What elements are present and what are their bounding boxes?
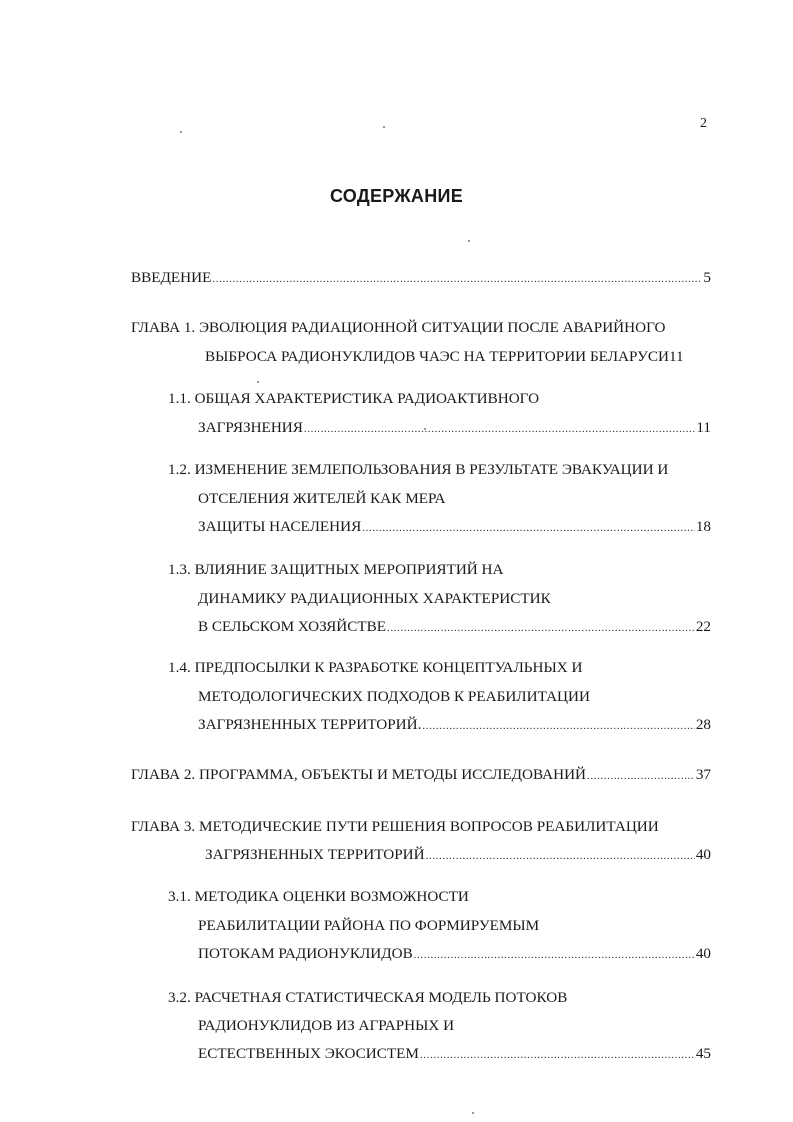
toc-page-number: 45 xyxy=(695,1045,711,1062)
toc-entry-chapter-3[interactable] xyxy=(205,845,711,866)
dot-leader xyxy=(362,518,695,538)
dot-leader xyxy=(587,766,695,786)
toc-entry-section-1-4-line-2[interactable]: МЕТОДОЛОГИЧЕСКИХ ПОДХОДОВ К РЕАБИЛИТАЦИИ xyxy=(198,688,590,705)
scan-speck xyxy=(383,126,385,128)
toc-entry-text: ВЫБРОСА РАДИОНУКЛИДОВ ЧАЭС НА ТЕРРИТОРИИ БЕЛАРУСИ xyxy=(205,348,669,365)
scan-speck xyxy=(180,131,182,133)
dot-leader xyxy=(212,269,702,289)
toc-entry-section-1-3-line-1[interactable]: 1.3. ВЛИЯНИЕ ЗАЩИТНЫХ МЕРОПРИЯТИЙ НА xyxy=(168,561,504,578)
toc-entry-section-3-1-line-1[interactable]: 3.1. МЕТОДИКА ОЦЕНКИ ВОЗМОЖНОСТИ xyxy=(168,888,469,905)
toc-entry-section-1-1-line-1[interactable]: 1.1. ОБЩАЯ ХАРАКТЕРИСТИКА РАДИОАКТИВНОГО xyxy=(168,390,540,407)
toc-entry-section-1-4[interactable] xyxy=(198,715,711,736)
dot-leader xyxy=(422,716,694,736)
toc-entry-section-1-2-line-1[interactable]: 1.2. ИЗМЕНЕНИЕ ЗЕМЛЕПОЛЬЗОВАНИЯ В РЕЗУЛЬТАТЕ ЭВАКУАЦИИ И xyxy=(168,461,669,478)
toc-entry-text: ГЛАВА 2. ПРОГРАММА, ОБЪЕКТЫ И МЕТОДЫ ИССЛЕДОВАНИЙ xyxy=(131,766,587,783)
toc-entry-text: ПОТОКАМ РАДИОНУКЛИДОВ xyxy=(198,945,413,962)
toc-page-number: 11 xyxy=(696,419,711,436)
toc-page-number: 11 xyxy=(668,348,684,365)
toc-entry-chapter-2[interactable] xyxy=(131,765,711,786)
toc-entry-introduction[interactable] xyxy=(131,268,711,289)
toc-entry-section-3-1-line-2[interactable]: РЕАБИЛИТАЦИИ РАЙОНА ПО ФОРМИРУЕМЫМ xyxy=(198,917,540,934)
page-title: СОДЕРЖАНИЕ xyxy=(329,186,464,206)
toc-page-number: 40 xyxy=(695,945,711,962)
toc-entry-section-3-1[interactable] xyxy=(198,944,711,965)
toc-entry-text: ЗАГРЯЗНЕНИЯ xyxy=(198,419,303,436)
scan-speck xyxy=(472,1112,474,1114)
toc-entry-section-1-2[interactable] xyxy=(198,517,711,538)
toc-entry-section-1-2-line-2[interactable]: ОТСЕЛЕНИЯ ЖИТЕЛЕЙ КАК МЕРА xyxy=(198,490,446,507)
toc-entry-section-1-3-line-2[interactable]: ДИНАМИКУ РАДИАЦИОННЫХ ХАРАКТЕРИСТИК xyxy=(198,590,551,607)
toc-page-number: 28 xyxy=(695,716,711,733)
dot-leader xyxy=(387,618,695,638)
toc-entry-chapter-1[interactable] xyxy=(205,347,711,367)
toc-entry-text: В СЕЛЬСКОМ ХОЗЯЙСТВЕ xyxy=(198,618,387,635)
toc-entry-text: ВВЕДЕНИЕ xyxy=(131,269,212,286)
page-number: 2 xyxy=(700,116,707,131)
toc-entry-text: ЕСТЕСТВЕННЫХ ЭКОСИСТЕМ xyxy=(198,1045,419,1062)
scan-speck xyxy=(468,240,470,242)
dot-leader xyxy=(414,945,695,965)
toc-entry-section-1-4-line-1[interactable]: 1.4. ПРЕДПОСЫЛКИ К РАЗРАБОТКЕ КОНЦЕПТУАЛЬНЫХ И xyxy=(168,659,583,676)
dot-leader xyxy=(426,846,695,866)
scan-speck xyxy=(257,381,259,383)
toc-entry-chapter-3-line-1[interactable]: ГЛАВА 3. МЕТОДИЧЕСКИЕ ПУТИ РЕШЕНИЯ ВОПРОСОВ РЕАБИЛИТАЦИИ xyxy=(131,818,659,835)
toc-page-number: 37 xyxy=(695,766,711,783)
toc-entry-text: ЗАГРЯЗНЕННЫХ ТЕРРИТОРИЙ xyxy=(205,846,425,863)
toc-entry-text: ЗАГРЯЗНЕННЫХ ТЕРРИТОРИЙ. xyxy=(198,716,422,733)
toc-entry-section-1-3[interactable] xyxy=(198,617,711,638)
toc-page-number: 22 xyxy=(695,618,711,635)
toc-entry-text: ЗАЩИТЫ НАСЕЛЕНИЯ xyxy=(198,518,362,535)
toc-entry-section-1-1[interactable] xyxy=(198,418,711,439)
scan-speck xyxy=(424,428,426,430)
toc-page-number: 5 xyxy=(703,269,711,286)
toc-page-number: 40 xyxy=(695,846,711,863)
dot-leader xyxy=(304,419,695,439)
toc-page-number: 18 xyxy=(695,518,711,535)
toc-entry-section-3-2-line-1[interactable]: 3.2. РАСЧЕТНАЯ СТАТИСТИЧЕСКАЯ МОДЕЛЬ ПОТОКОВ xyxy=(168,989,568,1006)
toc-entry-section-3-2-line-2[interactable]: РАДИОНУКЛИДОВ ИЗ АГРАРНЫХ И xyxy=(198,1017,455,1034)
toc-entry-chapter-1-line-1[interactable]: ГЛАВА 1. ЭВОЛЮЦИЯ РАДИАЦИОННОЙ СИТУАЦИИ ПОСЛЕ АВАРИЙНОГО xyxy=(131,319,666,336)
toc-entry-section-3-2[interactable] xyxy=(198,1044,711,1065)
dot-leader xyxy=(420,1045,695,1065)
